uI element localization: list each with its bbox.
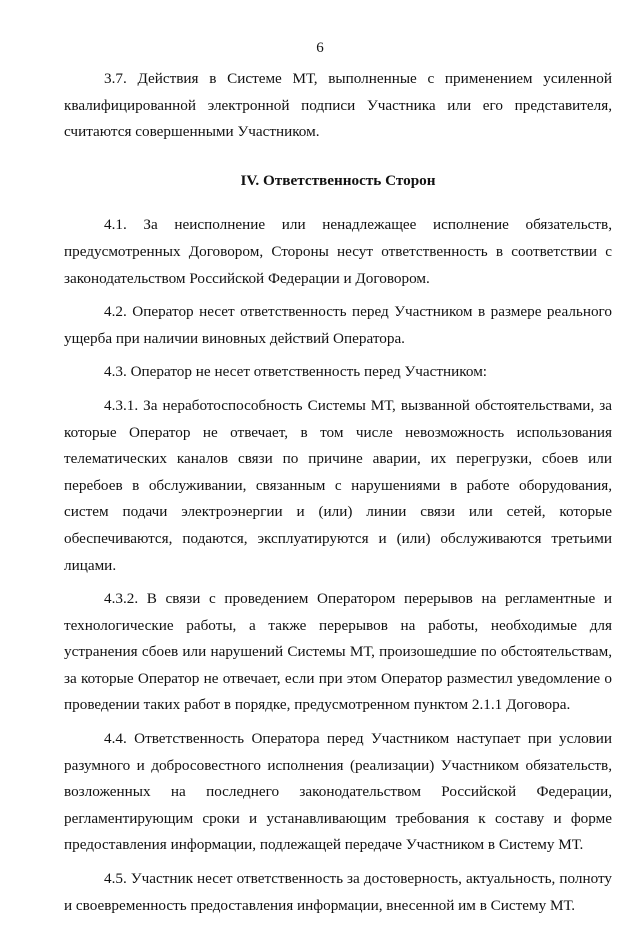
paragraph-4-3-1: 4.3.1. За неработоспособность Системы МТ, вызванной обстоятельствами, за которые Оператор не отвечает, в том числе невозможность использования телематических каналов связи по причине аварии, их перегрузки, сбоев или перебоев в обслуживании, связанным с нарушениями в работе оборудования, систем подачи электроэнергии и (или) линии связи или сетей, которые обеспечиваются, подаются, эксплуатируются и (или) обслуживаются третьими лицами. <box>64 396 612 574</box>
paragraph-4-1: 4.1. За неисполнение или ненадлежащее исполнение обязательств, предусмотренных Договором, Стороны несут ответственность в соответствии с законодательством Российской Федерации и Договором. <box>64 216 612 287</box>
paragraph-4-5: 4.5. Участник несет ответственность за достоверность, актуальность, полноту и своевременность предоставления информации, внесенной им в Систему МТ. <box>64 870 612 914</box>
paragraph-4-2: 4.2. Оператор несет ответственность перед Участником в размере реального ущерба при наличии виновных действий Оператора. <box>64 303 612 347</box>
paragraph-4-3-2: 4.3.2. В связи с проведением Оператором перерывов на регламентные и технологические работы, а также перерывов на работы, необходимые для устранения сбоев или нарушений Системы МТ, произошедшие по обстоятельствам, за которые Оператор не отвечает, если при этом Оператор разместил уведомление о проведении таких работ в порядке, предусмотренном пунктом 2.1.1 Договора. <box>64 590 612 714</box>
paragraph-3-7: 3.7. Действия в Системе МТ, выполненные с применением усиленной квалифицированной электронной подписи Участника или его представителя, считаются совершенными Участником. <box>64 70 612 141</box>
paragraph-4-3: 4.3. Оператор не несет ответственность перед Участником: <box>104 363 488 381</box>
document-body <box>64 66 612 926</box>
section-heading: IV. Ответственность Сторон <box>240 171 436 189</box>
paragraph-4-4: 4.4. Ответственность Оператора перед Участником наступает при условии разумного и добросовестного исполнения (реализации) Участником обязательств, возложенных на последнего законодательством Российской Федерации, регламентирующим сроки и устанавливающим требования к составу и форме предоставления информации, подлежащей передаче Участником в Систему МТ. <box>64 730 612 854</box>
page-number: 6 <box>316 40 324 56</box>
